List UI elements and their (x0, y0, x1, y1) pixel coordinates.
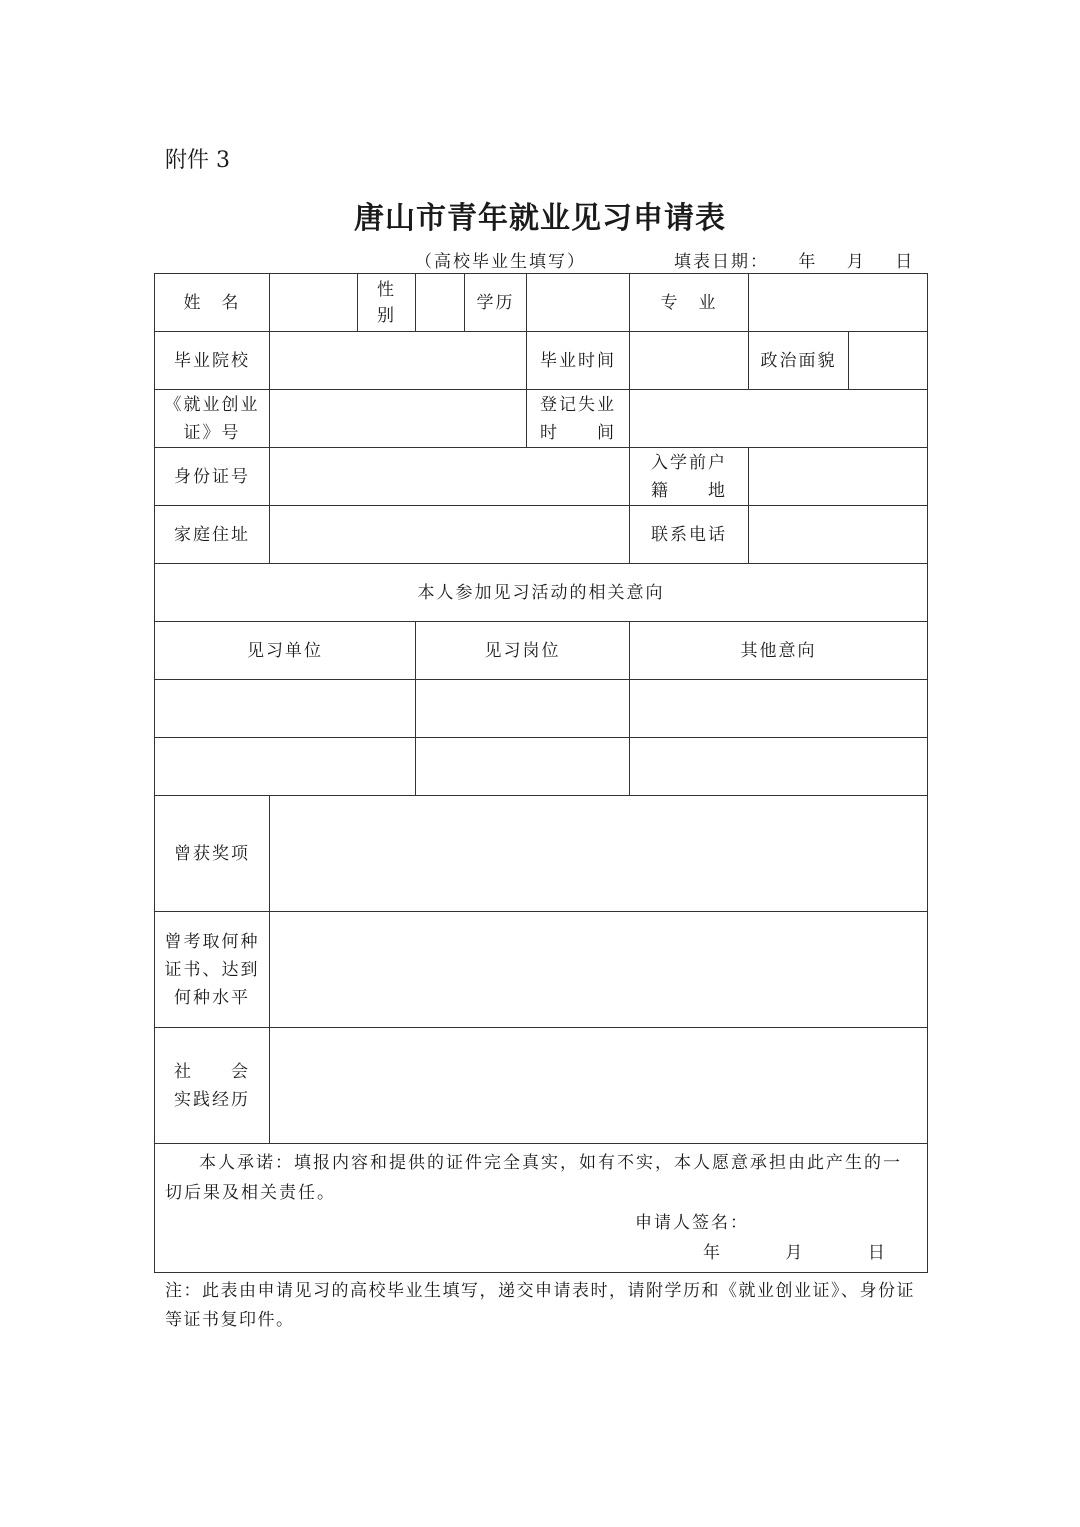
signature-date (165, 1238, 919, 1268)
certs-label-2: 证书、达到 (164, 959, 260, 980)
political-label: 政治面貌 (749, 332, 849, 390)
certs-label-1: 曾考取何种 (164, 931, 260, 952)
cert-no-field[interactable] (270, 390, 527, 448)
attachment-label: 附件 3 (165, 148, 230, 173)
unit-header: 见习单位 (155, 622, 416, 680)
political-field[interactable] (849, 332, 928, 390)
row-school (155, 332, 928, 390)
row-certs (155, 912, 928, 1028)
application-form-table (154, 273, 928, 1273)
address-field[interactable] (270, 506, 630, 564)
post-header: 见习岗位 (416, 622, 630, 680)
gender-label (358, 274, 416, 332)
cert-no-label (155, 390, 270, 448)
gender-field[interactable] (416, 274, 465, 332)
social-field[interactable] (270, 1028, 928, 1144)
row-certificate (155, 390, 928, 448)
row-id (155, 448, 928, 506)
post-field-2[interactable] (416, 738, 630, 796)
signature-year: 年 (703, 1243, 720, 1263)
promise-text: 本人承诺：填报内容和提供的证件完全真实，如有不实，本人愿意承担由此产生的一切后果及相关责任。 (165, 1153, 902, 1203)
gender-label-bottom: 别 (377, 305, 396, 326)
fill-date-day: 日 (895, 252, 915, 272)
post-field-1[interactable] (416, 680, 630, 738)
major-label: 专 业 (630, 274, 749, 332)
phone-field[interactable] (749, 506, 928, 564)
education-field[interactable] (527, 274, 630, 332)
gender-label-top: 性 (377, 279, 396, 300)
unemp-time-label-top: 登记失业 (540, 394, 616, 415)
row-intent-header (155, 564, 928, 622)
id-no-label: 身份证号 (155, 448, 270, 506)
signature-month: 月 (785, 1243, 803, 1263)
signature-day: 日 (867, 1243, 885, 1263)
fill-date-label: 填表日期： (674, 252, 769, 272)
social-label-1: 社 会 (174, 1061, 250, 1082)
row-promise (155, 1144, 928, 1273)
cert-no-label-bottom: 证》号 (183, 422, 241, 443)
promise-cell (155, 1144, 928, 1273)
table-row (155, 680, 928, 738)
phone-label: 联系电话 (630, 506, 749, 564)
table-row (155, 738, 928, 796)
hukou-label-top: 入学前户 (651, 452, 727, 473)
hukou-label-bottom: 籍 地 (651, 480, 727, 501)
unemp-time-label (527, 390, 630, 448)
awards-label: 曾获奖项 (155, 796, 270, 912)
signature-label: 申请人签名： (635, 1213, 749, 1233)
unemp-time-field[interactable] (630, 390, 928, 448)
row-awards (155, 796, 928, 912)
row-social (155, 1028, 928, 1144)
major-field[interactable] (749, 274, 928, 332)
other-field-1[interactable] (630, 680, 928, 738)
unemp-time-label-bottom: 时 间 (540, 422, 616, 443)
row-basic-info (155, 274, 928, 332)
other-header: 其他意向 (630, 622, 928, 680)
id-no-field[interactable] (270, 448, 630, 506)
other-field-2[interactable] (630, 738, 928, 796)
form-subtitle: （高校毕业生填写） (415, 252, 586, 272)
hukou-field[interactable] (749, 448, 928, 506)
fill-date-year: 年 (798, 252, 818, 272)
social-label-2: 实践经历 (174, 1089, 250, 1110)
certs-label-3: 何种水平 (174, 987, 250, 1008)
cert-no-label-top: 《就业创业 (164, 394, 260, 415)
certs-label (155, 912, 270, 1028)
fill-date-month: 月 (846, 252, 866, 272)
grad-time-label: 毕业时间 (527, 332, 630, 390)
certs-field[interactable] (270, 912, 928, 1028)
name-field[interactable] (270, 274, 358, 332)
hukou-label (630, 448, 749, 506)
footnote: 注：此表由申请见习的高校毕业生填写，递交申请表时，请附学历和《就业创业证》、身份证等证书复印件。 (165, 1281, 915, 1330)
form-title: 唐山市青年就业见习申请表 (354, 201, 726, 236)
row-intent-columns (155, 622, 928, 680)
social-label (155, 1028, 270, 1144)
school-label: 毕业院校 (155, 332, 270, 390)
grad-time-field[interactable] (630, 332, 749, 390)
school-field[interactable] (270, 332, 527, 390)
name-label: 姓 名 (155, 274, 270, 332)
fill-date (674, 247, 914, 272)
row-address (155, 506, 928, 564)
unit-field-1[interactable] (155, 680, 416, 738)
awards-field[interactable] (270, 796, 928, 912)
intent-header: 本人参加见习活动的相关意向 (155, 564, 928, 622)
address-label: 家庭住址 (155, 506, 270, 564)
education-label: 学历 (465, 274, 527, 332)
unit-field-2[interactable] (155, 738, 416, 796)
